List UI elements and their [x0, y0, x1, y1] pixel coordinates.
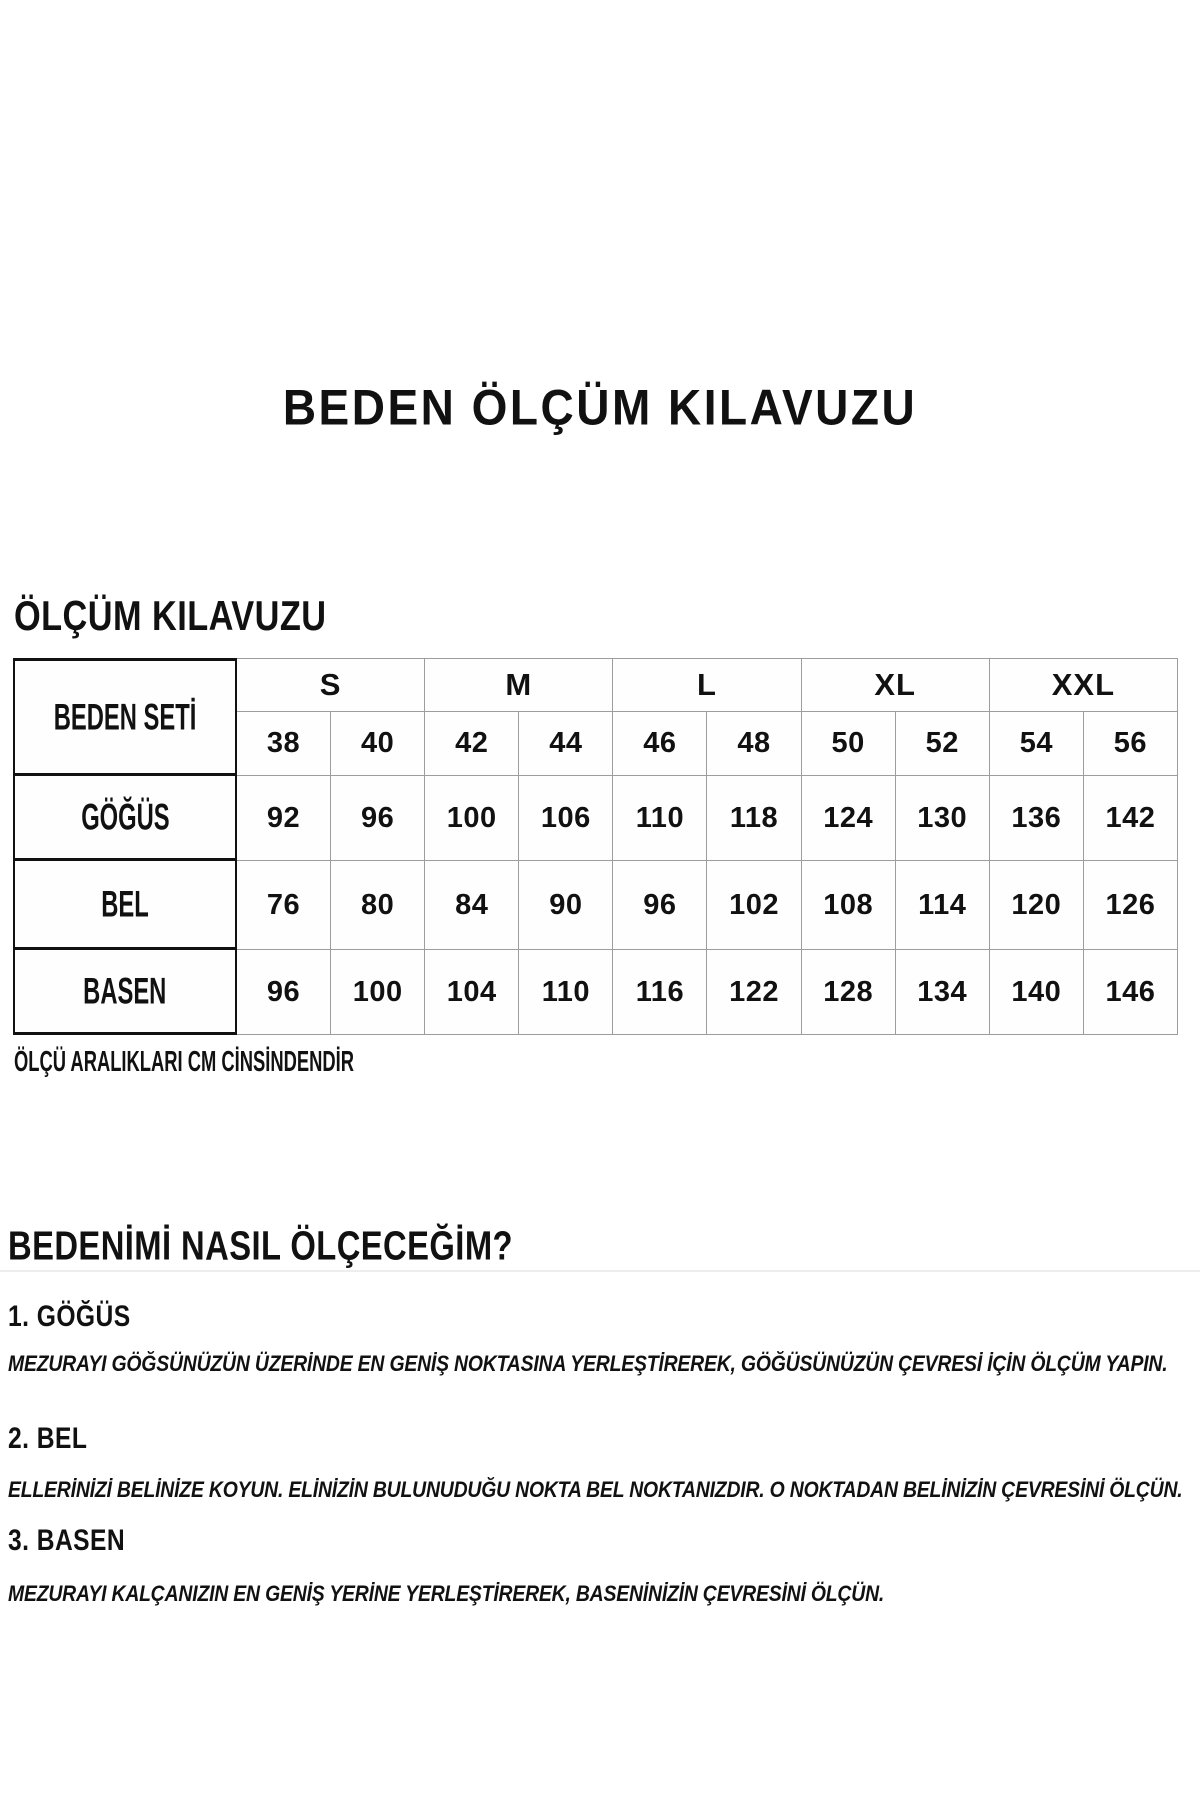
- size-value: 44: [549, 727, 583, 759]
- measure-value-cell: [519, 776, 613, 861]
- measure-value: 100: [352, 975, 403, 1008]
- size-value: 38: [266, 727, 301, 759]
- measure-value-cell: [896, 950, 990, 1035]
- step-2-waist-heading: 2. BEL: [8, 1422, 88, 1455]
- measure-value: 122: [729, 975, 779, 1008]
- measurement-guide-heading: ÖLÇÜM KILAVUZU: [14, 594, 327, 640]
- size-group-label: XXL: [1051, 667, 1116, 702]
- measure-value-cell: [802, 950, 896, 1035]
- row-label: BASEN: [83, 969, 167, 1012]
- step-1-chest-heading: 1. GÖĞÜS: [8, 1300, 131, 1333]
- size-cell: [802, 712, 896, 776]
- size-group-cell: [613, 658, 801, 712]
- row-label-cell-chest: [13, 776, 237, 861]
- measure-value-cell: [1084, 861, 1178, 950]
- step-2-waist-text: ELLERİNİZİ BELİNİZE KOYUN. ELİNİZİN BULUNUDUĞU NOKTA BEL NOKTANIZDIR. O NOKTADAN BELİNİZİN ÇEVRESİNİ ÖLÇÜN.: [8, 1478, 1183, 1503]
- measure-value: 92: [266, 801, 301, 834]
- measure-value: 110: [541, 975, 590, 1008]
- measure-value-cell: [425, 950, 519, 1035]
- measure-value: 102: [729, 888, 779, 921]
- size-group-cell: [990, 658, 1178, 712]
- row-label: GÖĞÜS: [80, 795, 170, 838]
- measure-value-cell: [613, 861, 707, 950]
- size-cell: [1084, 712, 1178, 776]
- measure-value-cell: [990, 861, 1084, 950]
- measure-value-cell: [896, 776, 990, 861]
- size-value: 52: [925, 727, 959, 759]
- measure-value: 110: [635, 801, 685, 834]
- measure-value: 114: [918, 888, 967, 921]
- measure-value-cell: [237, 950, 331, 1035]
- measure-value-cell: [707, 776, 801, 861]
- table-unit-note: ÖLÇÜ ARALIKLARI CM CİNSİNDENDİR: [14, 1046, 354, 1078]
- measure-value: 136: [1011, 801, 1062, 834]
- size-value: 46: [643, 727, 677, 759]
- measure-value: 134: [917, 975, 968, 1008]
- measure-value: 126: [1105, 888, 1156, 921]
- size-value: 56: [1113, 727, 1148, 759]
- row-label-cell-hip: [13, 950, 237, 1035]
- measure-value-cell: [425, 861, 519, 950]
- size-group-label: M: [505, 667, 533, 702]
- measure-value-cell: [519, 861, 613, 950]
- size-group-label: S: [319, 667, 342, 702]
- size-cell: [613, 712, 707, 776]
- measure-value-cell: [990, 950, 1084, 1035]
- measure-value: 108: [823, 888, 874, 921]
- size-table: [13, 658, 1178, 1035]
- size-cell: [425, 712, 519, 776]
- size-cell: [331, 712, 425, 776]
- row-label-cell-waist: [13, 861, 237, 950]
- size-group-cell: [802, 658, 990, 712]
- measure-value: 142: [1105, 801, 1156, 834]
- measure-value-cell: [237, 776, 331, 861]
- size-cell: [896, 712, 990, 776]
- measure-value: 120: [1011, 888, 1062, 921]
- how-to-measure-heading: BEDENİMİ NASIL ÖLÇECEĞİM?: [8, 1224, 513, 1270]
- size-group-cell: [425, 658, 613, 712]
- table-corner-cell: [13, 658, 237, 776]
- measure-value-cell: [802, 776, 896, 861]
- measure-value-cell: [707, 950, 801, 1035]
- measure-value-cell: [613, 950, 707, 1035]
- measure-value-cell: [331, 776, 425, 861]
- size-value: 42: [455, 727, 489, 759]
- size-cell: [990, 712, 1084, 776]
- measure-value-cell: [331, 861, 425, 950]
- measure-value-cell: [519, 950, 613, 1035]
- step-3-hip-text: MEZURAYI KALÇANIZIN EN GENİŞ YERİNE YERLEŞTİREREK, BASENİNİZİN ÇEVRESİNİ ÖLÇÜN.: [8, 1582, 885, 1607]
- measure-value: 84: [455, 888, 489, 921]
- measure-value-cell: [990, 776, 1084, 861]
- measure-value-cell: [613, 776, 707, 861]
- size-value: 40: [361, 727, 395, 759]
- measure-value: 100: [446, 801, 497, 834]
- measure-value-cell: [707, 861, 801, 950]
- corner-label: BEDEN SETİ: [53, 695, 197, 738]
- section-divider: [0, 1270, 1200, 1272]
- measure-value: 116: [635, 975, 685, 1008]
- measure-value: 124: [823, 801, 874, 834]
- measure-value: 128: [823, 975, 874, 1008]
- measure-value: 96: [266, 975, 301, 1008]
- measure-value: 130: [917, 801, 968, 834]
- step-1-chest-text: MEZURAYI GÖĞSÜNÜZÜN ÜZERİNDE EN GENİŞ NOKTASINA YERLEŞTİREREK, GÖĞÜSÜNÜZÜN ÇEVRESİ İÇİN ÖLÇÜM YAPIN.: [8, 1352, 1168, 1377]
- measure-value: 140: [1011, 975, 1062, 1008]
- measure-value-cell: [425, 776, 519, 861]
- size-value: 50: [831, 727, 865, 759]
- measure-value: 106: [540, 801, 591, 834]
- page-title: BEDEN ÖLÇÜM KILAVUZU: [282, 378, 918, 436]
- size-value: 48: [737, 727, 771, 759]
- measure-value-cell: [331, 950, 425, 1035]
- measure-value: 118: [729, 801, 779, 834]
- measure-value-cell: [896, 861, 990, 950]
- size-cell: [237, 712, 331, 776]
- size-group-label: XL: [874, 667, 916, 702]
- measure-value: 104: [446, 975, 497, 1008]
- size-group-label: L: [697, 667, 717, 702]
- measure-value: 90: [549, 888, 583, 921]
- measure-value-cell: [237, 861, 331, 950]
- size-cell: [707, 712, 801, 776]
- step-3-hip-heading: 3. BASEN: [8, 1524, 126, 1557]
- measure-value-cell: [1084, 776, 1178, 861]
- measure-value-cell: [802, 861, 896, 950]
- measure-value: 96: [643, 888, 677, 921]
- row-label: BEL: [101, 882, 149, 925]
- measure-value-cell: [1084, 950, 1178, 1035]
- measure-value: 96: [361, 801, 395, 834]
- size-cell: [519, 712, 613, 776]
- measure-value: 76: [266, 888, 301, 921]
- size-group-cell: [237, 658, 425, 712]
- size-value: 54: [1019, 727, 1053, 759]
- measure-value: 80: [361, 888, 395, 921]
- measure-value: 146: [1105, 975, 1156, 1008]
